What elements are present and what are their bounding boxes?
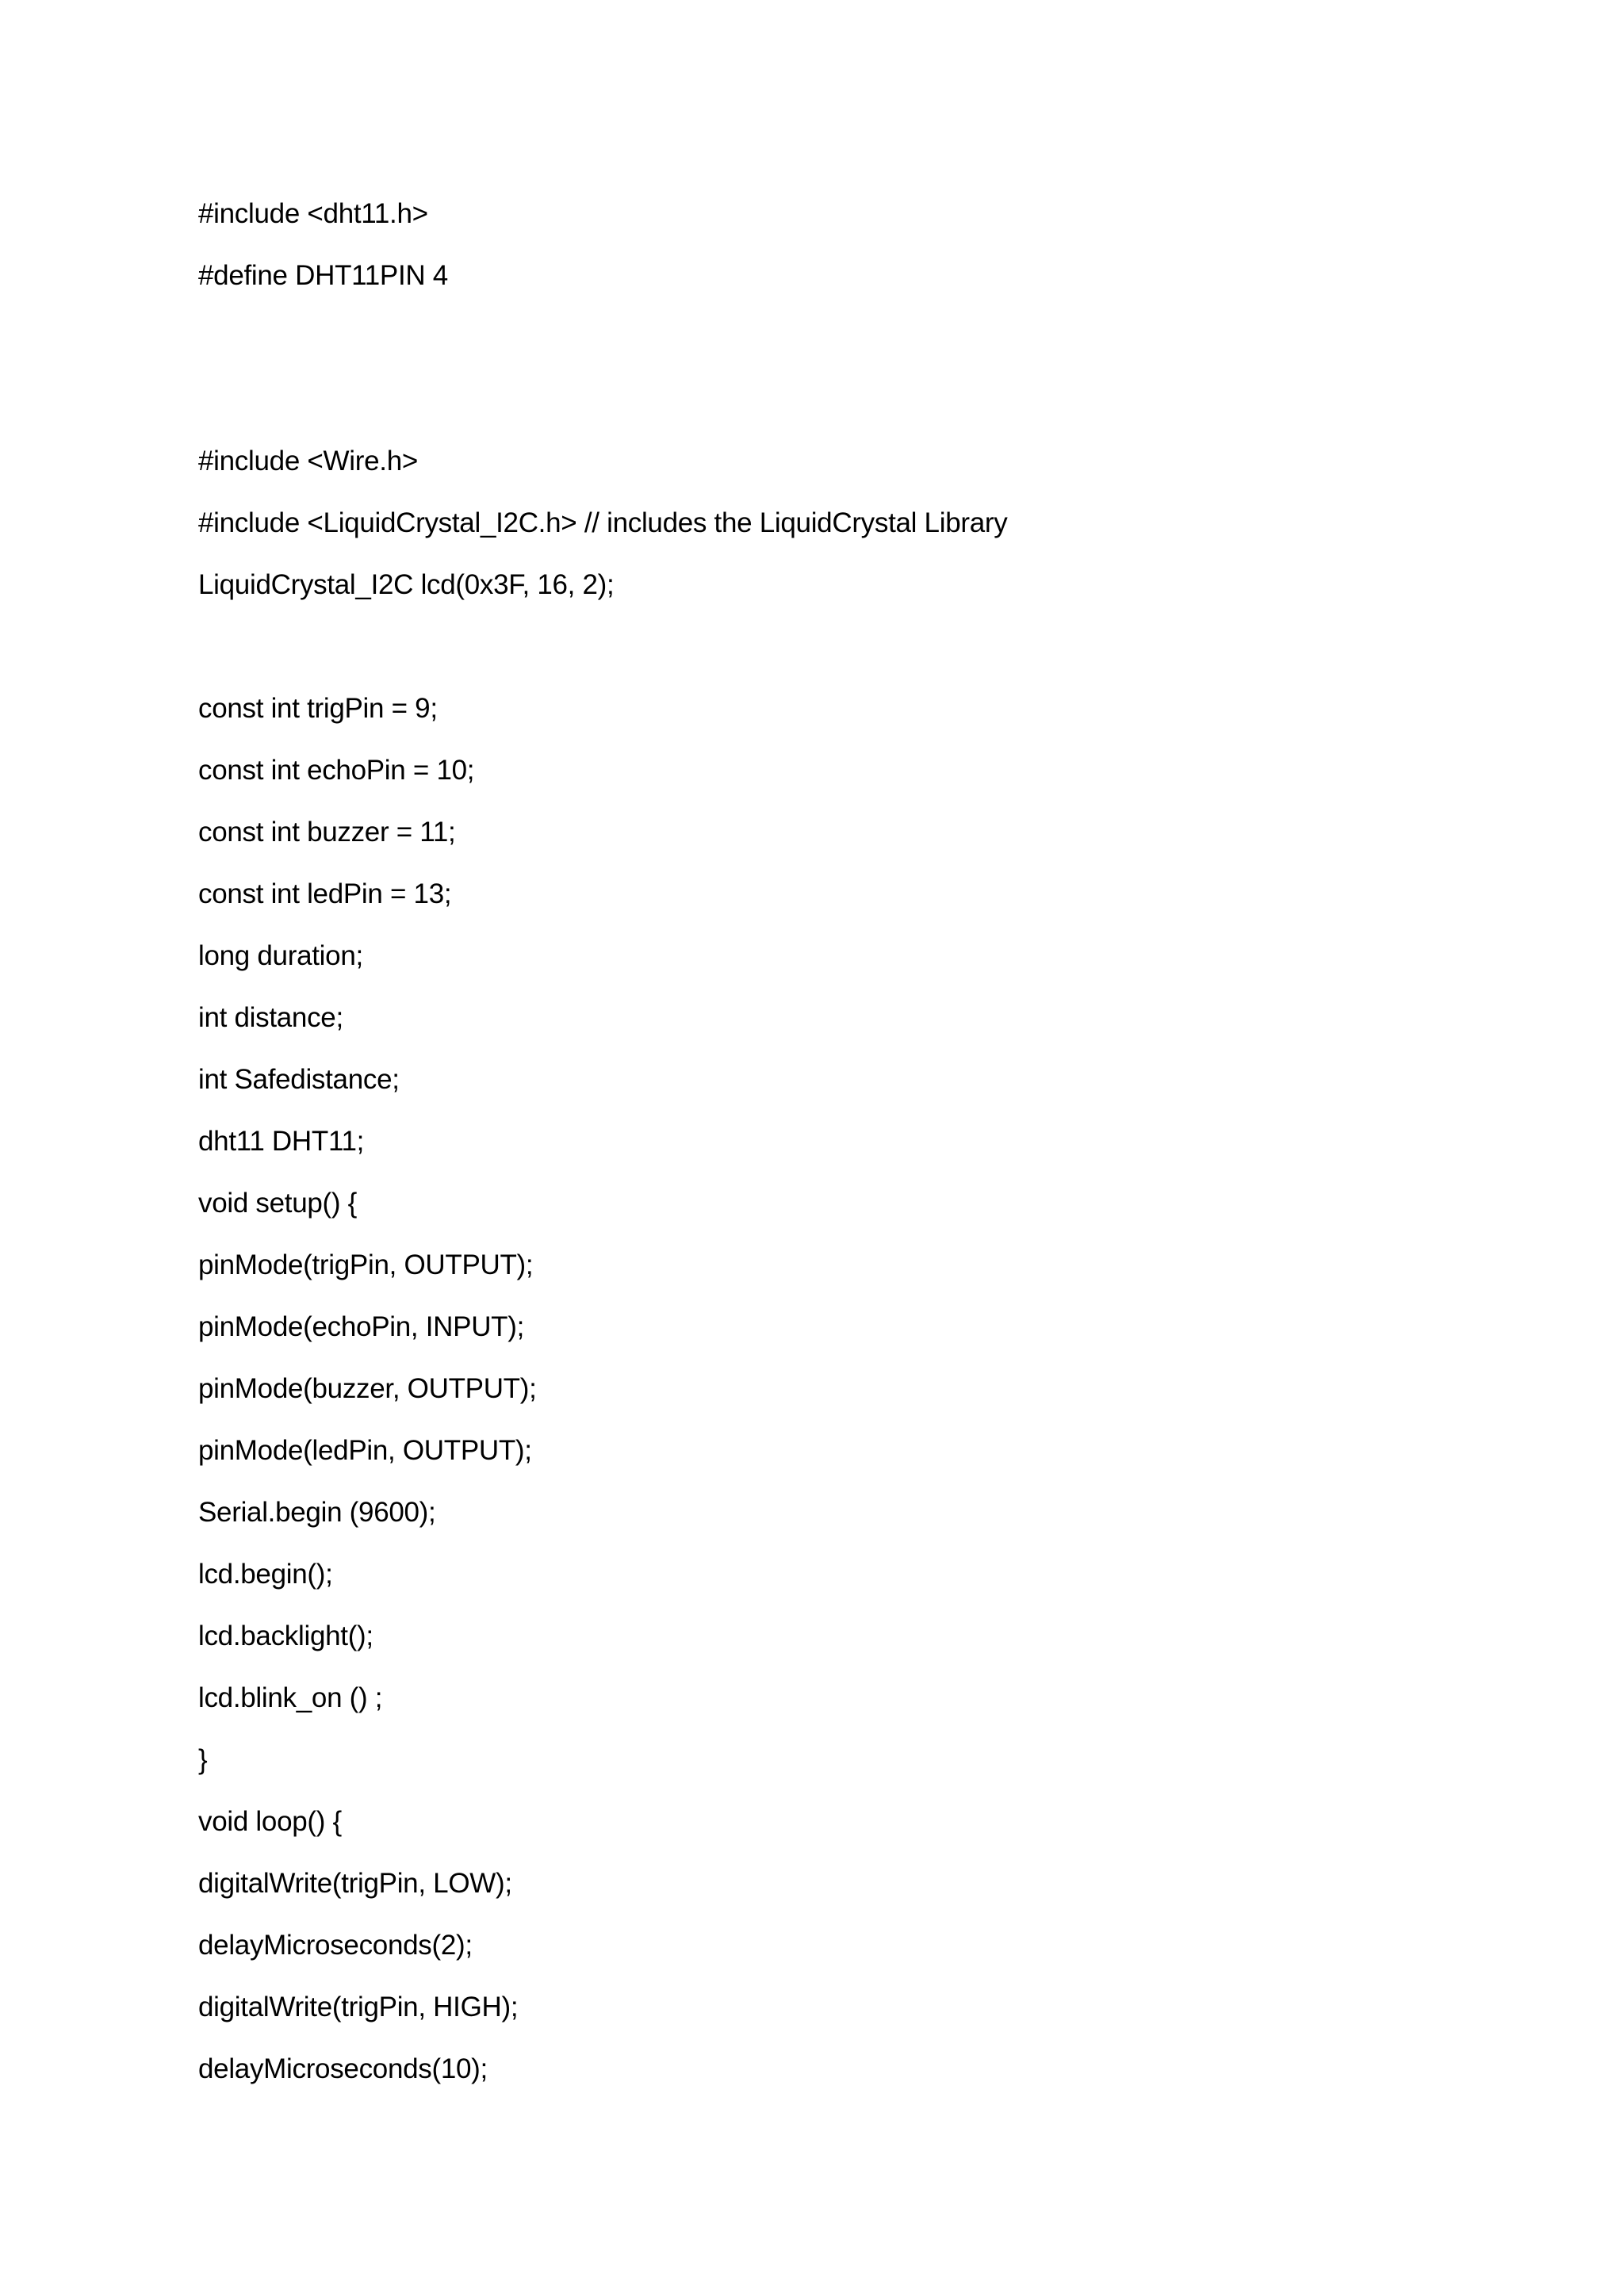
code-line: } — [198, 1744, 208, 1775]
code-line: digitalWrite(trigPin, LOW); — [198, 1868, 512, 1899]
code-line: lcd.blink_on () ; — [198, 1682, 383, 1713]
code-line: int distance; — [198, 1002, 343, 1033]
code-line: void loop() { — [198, 1806, 342, 1837]
code-line: const int ledPin = 13; — [198, 878, 452, 909]
code-line: dht11 DHT11; — [198, 1126, 365, 1157]
code-line: LiquidCrystal_I2C lcd(0x3F, 16, 2); — [198, 569, 615, 600]
code-line: const int echoPin = 10; — [198, 755, 475, 786]
code-line: pinMode(echoPin, INPUT); — [198, 1311, 525, 1342]
code-line: Serial.begin (9600); — [198, 1497, 436, 1528]
code-line: pinMode(trigPin, OUTPUT); — [198, 1249, 534, 1280]
code-line: const int trigPin = 9; — [198, 693, 438, 724]
code-line: lcd.backlight(); — [198, 1621, 373, 1651]
code-line: const int buzzer = 11; — [198, 817, 456, 848]
code-line: #include <Wire.h> — [198, 446, 419, 476]
code-line: #include <dht11.h> — [198, 198, 428, 229]
code-line: delayMicroseconds(2); — [198, 1930, 473, 1961]
code-line: int Safedistance; — [198, 1064, 400, 1095]
code-line: delayMicroseconds(10); — [198, 2053, 488, 2084]
code-line: lcd.begin(); — [198, 1559, 333, 1590]
code-line: pinMode(ledPin, OUTPUT); — [198, 1435, 532, 1466]
code-line: #define DHT11PIN 4 — [198, 260, 448, 291]
code-line: #include <LiquidCrystal_I2C.h> // includes the LiquidCrystal Library — [198, 507, 1008, 538]
code-line: digitalWrite(trigPin, HIGH); — [198, 1992, 519, 2022]
code-line: pinMode(buzzer, OUTPUT); — [198, 1373, 537, 1404]
code-line: long duration; — [198, 940, 363, 971]
code-line: void setup() { — [198, 1188, 358, 1219]
